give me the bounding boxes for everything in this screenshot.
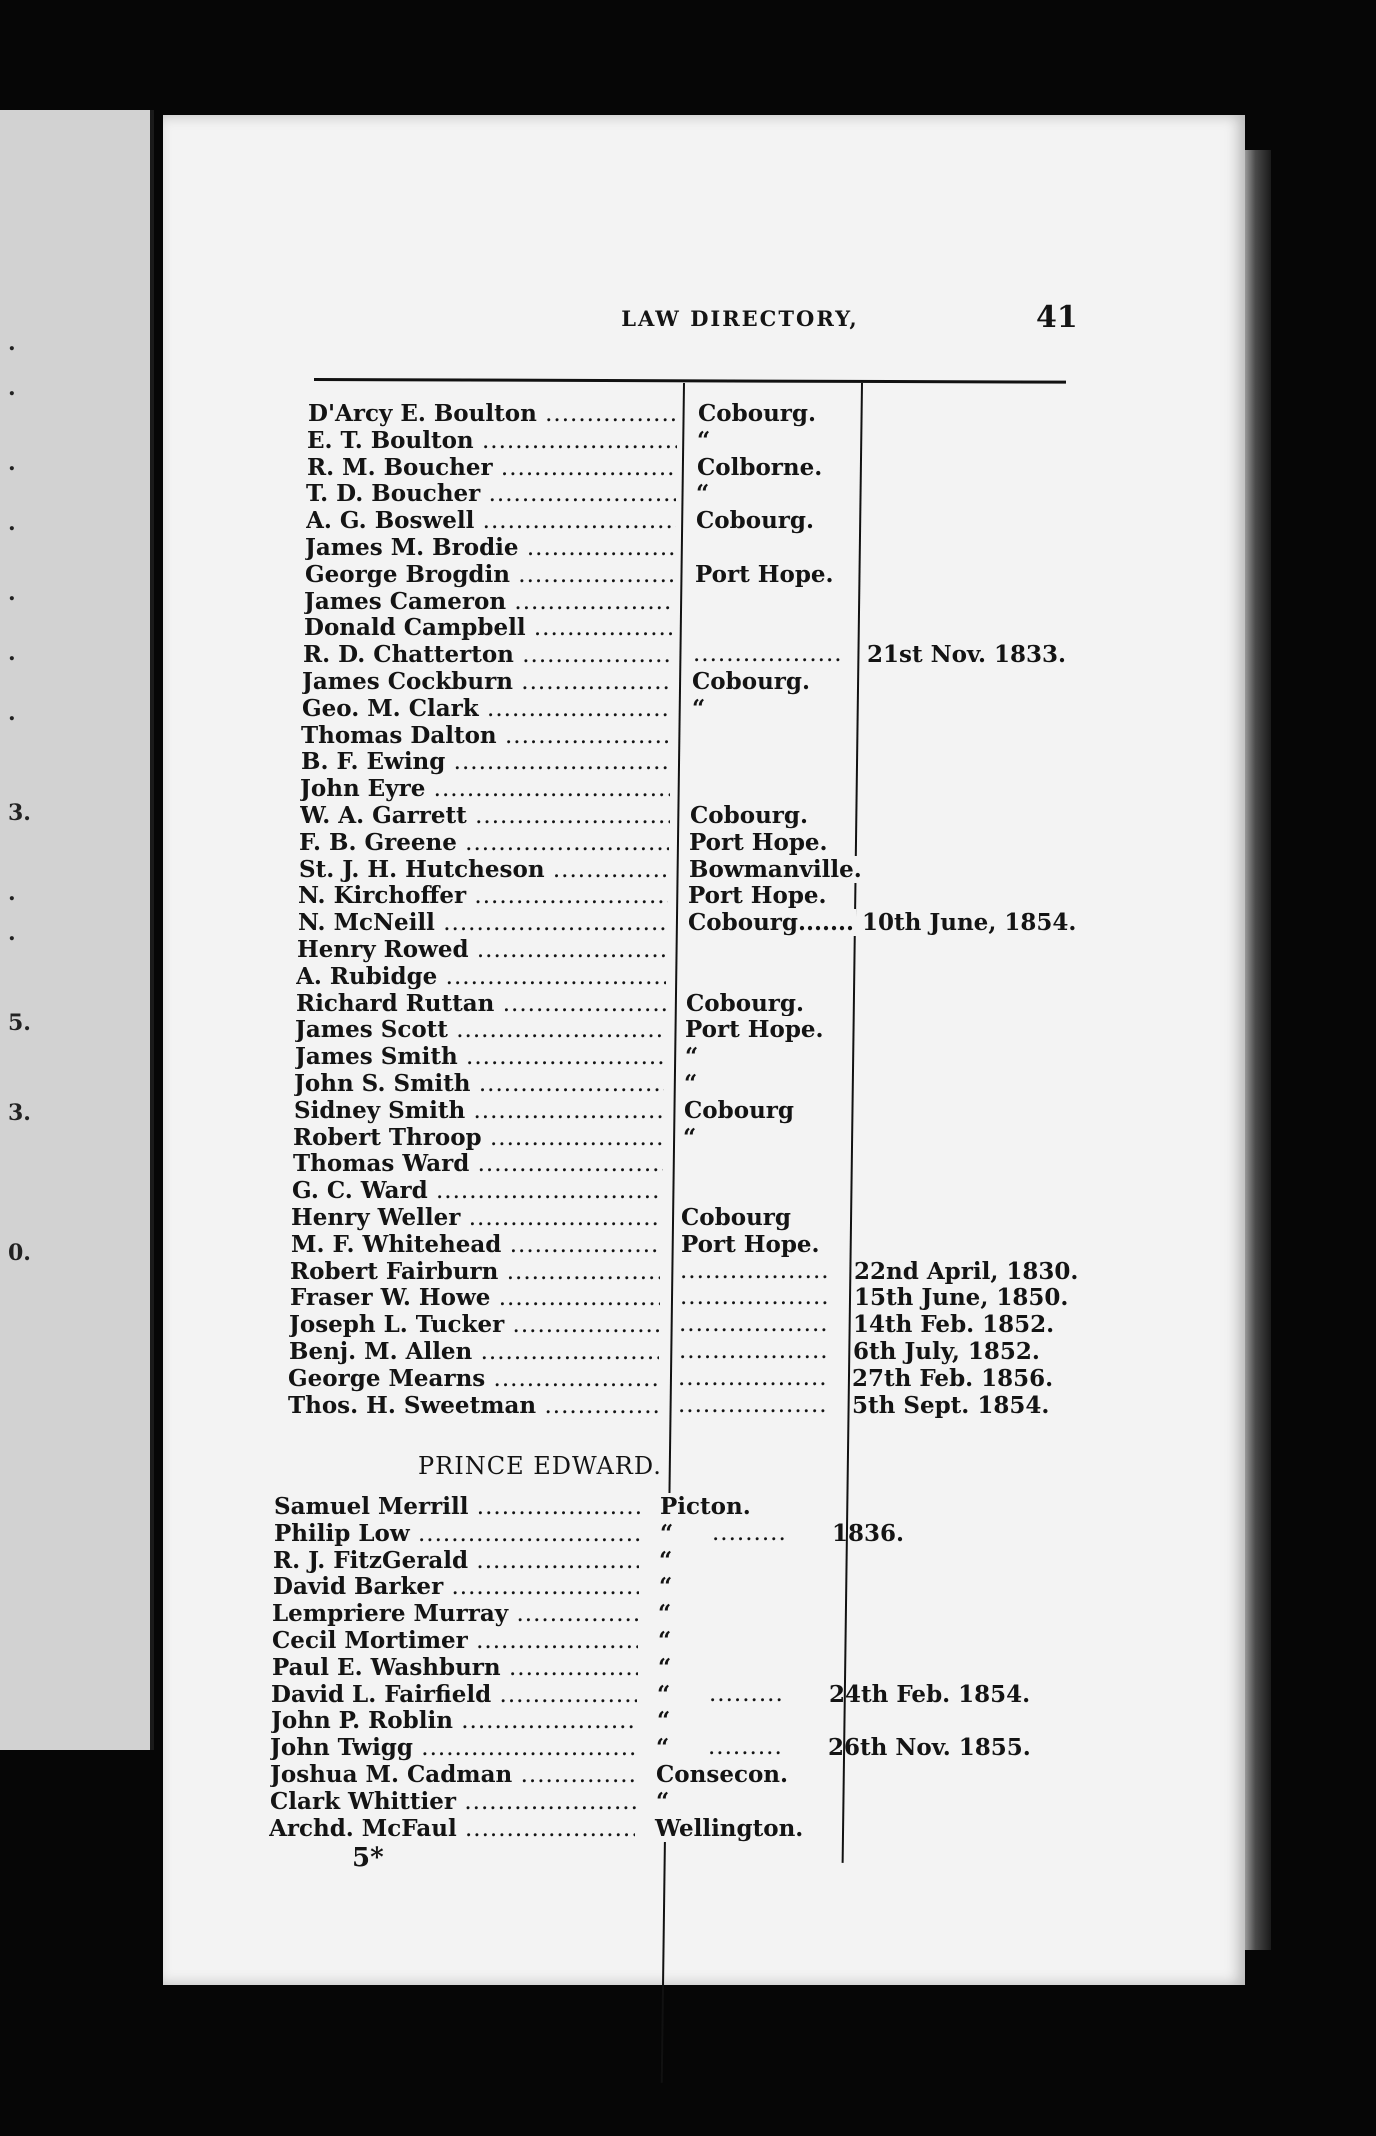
entry-name: James Cockburn .....: [302, 668, 672, 695]
entry-place: Cobourg.......: [688, 909, 855, 937]
entry-place: “: [684, 1070, 698, 1097]
entry-name: Robert Throop .....: [293, 1124, 663, 1151]
entry-place: Cobourg.: [692, 668, 810, 695]
entry-name: Philip Low .....: [274, 1520, 640, 1547]
entry-place: Colborne.: [697, 453, 823, 481]
entry-place: “: [657, 1680, 671, 1708]
table-row: [299, 856, 1079, 883]
entry-name: D'Arcy E. Boulton .....: [308, 400, 678, 427]
entry-place: “: [658, 1600, 672, 1628]
left-page-mark: 3.: [8, 800, 31, 826]
entry-name: John Eyre .....: [300, 775, 670, 802]
table-row: [303, 641, 1083, 668]
entry-name: George Mearns .....: [288, 1365, 658, 1392]
signature-mark: 5*: [352, 1843, 384, 1873]
table-row: [300, 775, 1080, 802]
entry-place: “: [657, 1707, 671, 1735]
entry-name: Henry Rowed .....: [297, 936, 667, 963]
entry-place: ..................: [679, 1338, 829, 1364]
table-row: [304, 614, 1084, 641]
entry-place: “: [685, 1043, 699, 1071]
entry-place: “: [659, 1573, 673, 1601]
entry-place: “: [656, 1734, 670, 1762]
page-number: 41: [1036, 300, 1078, 335]
entry-name: Thomas Ward .....: [293, 1150, 663, 1177]
table-row: [270, 1788, 1050, 1815]
table-row: [308, 400, 1088, 427]
table-row: [272, 1654, 1052, 1681]
entry-place: ..................: [680, 1284, 830, 1311]
entry-name: David Barker .....: [273, 1573, 639, 1600]
entry-place: “: [658, 1627, 672, 1654]
entry-date: 15th June, 1850.: [854, 1284, 1069, 1312]
table-row: [290, 1284, 1070, 1311]
table-row: [289, 1311, 1069, 1338]
entry-place: Cobourg: [684, 1096, 794, 1124]
entry-name: E. T. Boulton .....: [307, 427, 677, 454]
entry-name: M. F. Whitehead .....: [291, 1231, 661, 1258]
entry-place: Port Hope.: [689, 828, 828, 856]
table-row: [304, 588, 1084, 615]
entry-name: Thomas Dalton .....: [301, 722, 671, 749]
entry-name: G. C. Ward .....: [292, 1177, 662, 1204]
table-row: [289, 1338, 1069, 1365]
table-row: [273, 1547, 1053, 1574]
table-row: [296, 990, 1076, 1017]
left-page-mark: .: [8, 920, 16, 946]
table-row: [270, 1761, 1050, 1788]
entry-name: John P. Roblin .....: [271, 1707, 637, 1734]
table-row: [302, 668, 1082, 695]
table-row: [269, 1815, 1049, 1842]
entry-leader: .........: [712, 1519, 787, 1546]
entry-place: Consecon.: [656, 1761, 789, 1788]
left-page-mark: .: [8, 450, 16, 476]
table-row: [291, 1204, 1071, 1231]
entry-name: Archd. McFaul .....: [269, 1815, 635, 1842]
entry-name: Sidney Smith .....: [294, 1097, 664, 1124]
left-page-mark: .: [8, 375, 16, 401]
entry-date: 6th July, 1852.: [853, 1338, 1040, 1365]
entry-leader: .........: [709, 1680, 784, 1707]
entry-place: ..................: [679, 1311, 829, 1338]
entry-name: George Brogdin .....: [305, 561, 675, 588]
entry-name: Thos. H. Sweetman .....: [288, 1392, 658, 1419]
left-page-edge: [0, 110, 154, 1750]
table-row: [272, 1600, 1052, 1627]
table-row: [271, 1707, 1051, 1734]
table-row: [274, 1493, 1054, 1520]
entry-place: Cobourg.: [698, 400, 816, 427]
entry-name: F. B. Greene .....: [299, 829, 669, 856]
table-row: [305, 561, 1085, 588]
left-page-mark: .: [8, 510, 16, 536]
entry-name: R. J. FitzGerald .....: [273, 1547, 639, 1574]
table-row: [301, 748, 1081, 775]
entry-name: Cecil Mortimer .....: [272, 1627, 638, 1654]
left-page-mark: .: [8, 580, 16, 606]
entry-date: 5th Sept. 1854.: [852, 1391, 1050, 1419]
entry-place: Port Hope.: [688, 882, 827, 910]
entry-date: 14th Feb. 1852.: [853, 1311, 1055, 1339]
entry-place: “: [658, 1653, 672, 1681]
table-row: [305, 534, 1085, 561]
table-row: [288, 1392, 1068, 1419]
table-row: [294, 1097, 1074, 1124]
entry-place: “: [696, 480, 710, 508]
table-row: [306, 507, 1086, 534]
entry-date: 21st Nov. 1833.: [867, 641, 1067, 669]
entry-place: “: [697, 426, 711, 454]
table-row: [291, 1231, 1071, 1258]
entry-place: ..................: [678, 1364, 828, 1391]
entry-date: 10th June, 1854.: [862, 909, 1077, 937]
table-row: [299, 829, 1079, 856]
entry-date: 22nd April, 1830.: [854, 1257, 1079, 1285]
table-row: [272, 1627, 1052, 1654]
entry-name: W. A. Garrett .....: [300, 802, 670, 829]
entry-place: Picton.: [660, 1493, 751, 1520]
entry-name: Donald Campbell .....: [304, 614, 674, 641]
entry-name: Geo. M. Clark .....: [302, 695, 672, 722]
left-page-mark: 0.: [8, 1240, 31, 1266]
entry-place: Bowmanville.: [689, 855, 862, 883]
entry-name: R. M. Boucher .....: [307, 454, 677, 481]
table-row: [297, 936, 1077, 963]
entry-place: ..................: [680, 1257, 830, 1284]
entry-place: “: [656, 1787, 670, 1815]
entry-name: Robert Fairburn .....: [290, 1258, 660, 1285]
table-row: [306, 480, 1086, 507]
left-page-mark: 5.: [8, 1010, 31, 1036]
entry-name: Henry Weller .....: [291, 1204, 661, 1231]
entry-place: Cobourg: [681, 1204, 791, 1231]
entry-place: Port Hope.: [681, 1230, 820, 1258]
page-binding-edge: [1245, 150, 1271, 1950]
table-row: [295, 1016, 1075, 1043]
entry-place: Port Hope.: [695, 560, 834, 588]
page-title: LAW DIRECTORY,: [621, 306, 859, 331]
table-row: [307, 454, 1087, 481]
entry-place: “: [683, 1123, 697, 1151]
entry-name: St. J. H. Hutcheson .....: [299, 856, 669, 883]
left-page-mark: .: [8, 640, 16, 666]
entry-name: David L. Fairfield .....: [271, 1681, 637, 1708]
table-row: [271, 1681, 1051, 1708]
entry-date: 26th Nov. 1855.: [828, 1734, 1031, 1762]
section-heading: PRINCE EDWARD.: [418, 1452, 662, 1480]
entry-name: Joseph L. Tucker .....: [289, 1311, 659, 1338]
table-row: [293, 1124, 1073, 1151]
entry-name: T. D. Boucher .....: [306, 480, 676, 507]
left-page-mark: 3.: [8, 1100, 31, 1126]
entry-name: Paul E. Washburn .....: [272, 1654, 638, 1681]
table-row: [298, 882, 1078, 909]
table-row: [300, 802, 1080, 829]
table-row: [288, 1365, 1068, 1392]
entry-place: Cobourg.: [696, 507, 814, 535]
entry-place: Wellington.: [655, 1814, 804, 1842]
table-row: [290, 1257, 1079, 1285]
entry-place: Port Hope.: [685, 1016, 824, 1044]
entry-name: Fraser W. Howe .....: [290, 1284, 660, 1311]
entry-name: Richard Ruttan .....: [296, 990, 666, 1017]
entry-name: A. G. Boswell .....: [306, 507, 676, 534]
entry-place: ..................: [693, 641, 843, 668]
entry-name: R. D. Chatterton .....: [303, 641, 673, 668]
table-row: [302, 695, 1082, 722]
entry-date: 1836.: [832, 1519, 905, 1547]
entry-name: John S. Smith .....: [294, 1070, 664, 1097]
table-row: [307, 427, 1087, 454]
left-page-mark: .: [8, 700, 16, 726]
entry-name: Benj. M. Allen .....: [289, 1338, 659, 1365]
left-page-mark: .: [8, 330, 16, 356]
entry-name: N. McNeill .....: [298, 909, 668, 936]
entry-name: Clark Whittier .....: [270, 1788, 636, 1815]
entry-name: B. F. Ewing .....: [301, 748, 671, 775]
entry-place: ..................: [678, 1391, 828, 1418]
entry-place: “: [659, 1546, 673, 1574]
table-row: [274, 1520, 1054, 1547]
entry-date: 24th Feb. 1854.: [829, 1680, 1031, 1708]
entry-name: A. Rubidge .....: [296, 963, 666, 990]
entry-name: Joshua M. Cadman .....: [270, 1761, 636, 1788]
entry-name: James Cameron .....: [304, 588, 674, 615]
table-row: [295, 1043, 1075, 1070]
table-row: [294, 1070, 1074, 1097]
entry-place: Cobourg.: [690, 802, 808, 829]
table-row: [293, 1150, 1073, 1177]
entry-name: James Smith .....: [295, 1043, 665, 1070]
table-row: [298, 909, 1078, 936]
entry-name: Lempriere Murray .....: [272, 1600, 638, 1627]
entry-name: James M. Brodie .....: [305, 534, 675, 561]
table-row: [301, 722, 1081, 749]
entry-place: Cobourg.: [686, 989, 804, 1017]
entry-name: James Scott .....: [295, 1016, 665, 1043]
entry-name: N. Kirchoffer .....: [298, 882, 668, 909]
entry-place: “: [660, 1519, 674, 1547]
table-row: [270, 1734, 1050, 1761]
table-row: [292, 1177, 1072, 1204]
entry-leader: .........: [708, 1734, 783, 1761]
entry-date: 27th Feb. 1856.: [852, 1364, 1054, 1392]
entry-place: “: [692, 694, 706, 722]
entry-name: Samuel Merrill .....: [274, 1493, 640, 1520]
entry-name: John Twigg .....: [270, 1734, 636, 1761]
left-page-mark: .: [8, 880, 16, 906]
table-row: [273, 1573, 1053, 1600]
table-row: [296, 963, 1076, 990]
